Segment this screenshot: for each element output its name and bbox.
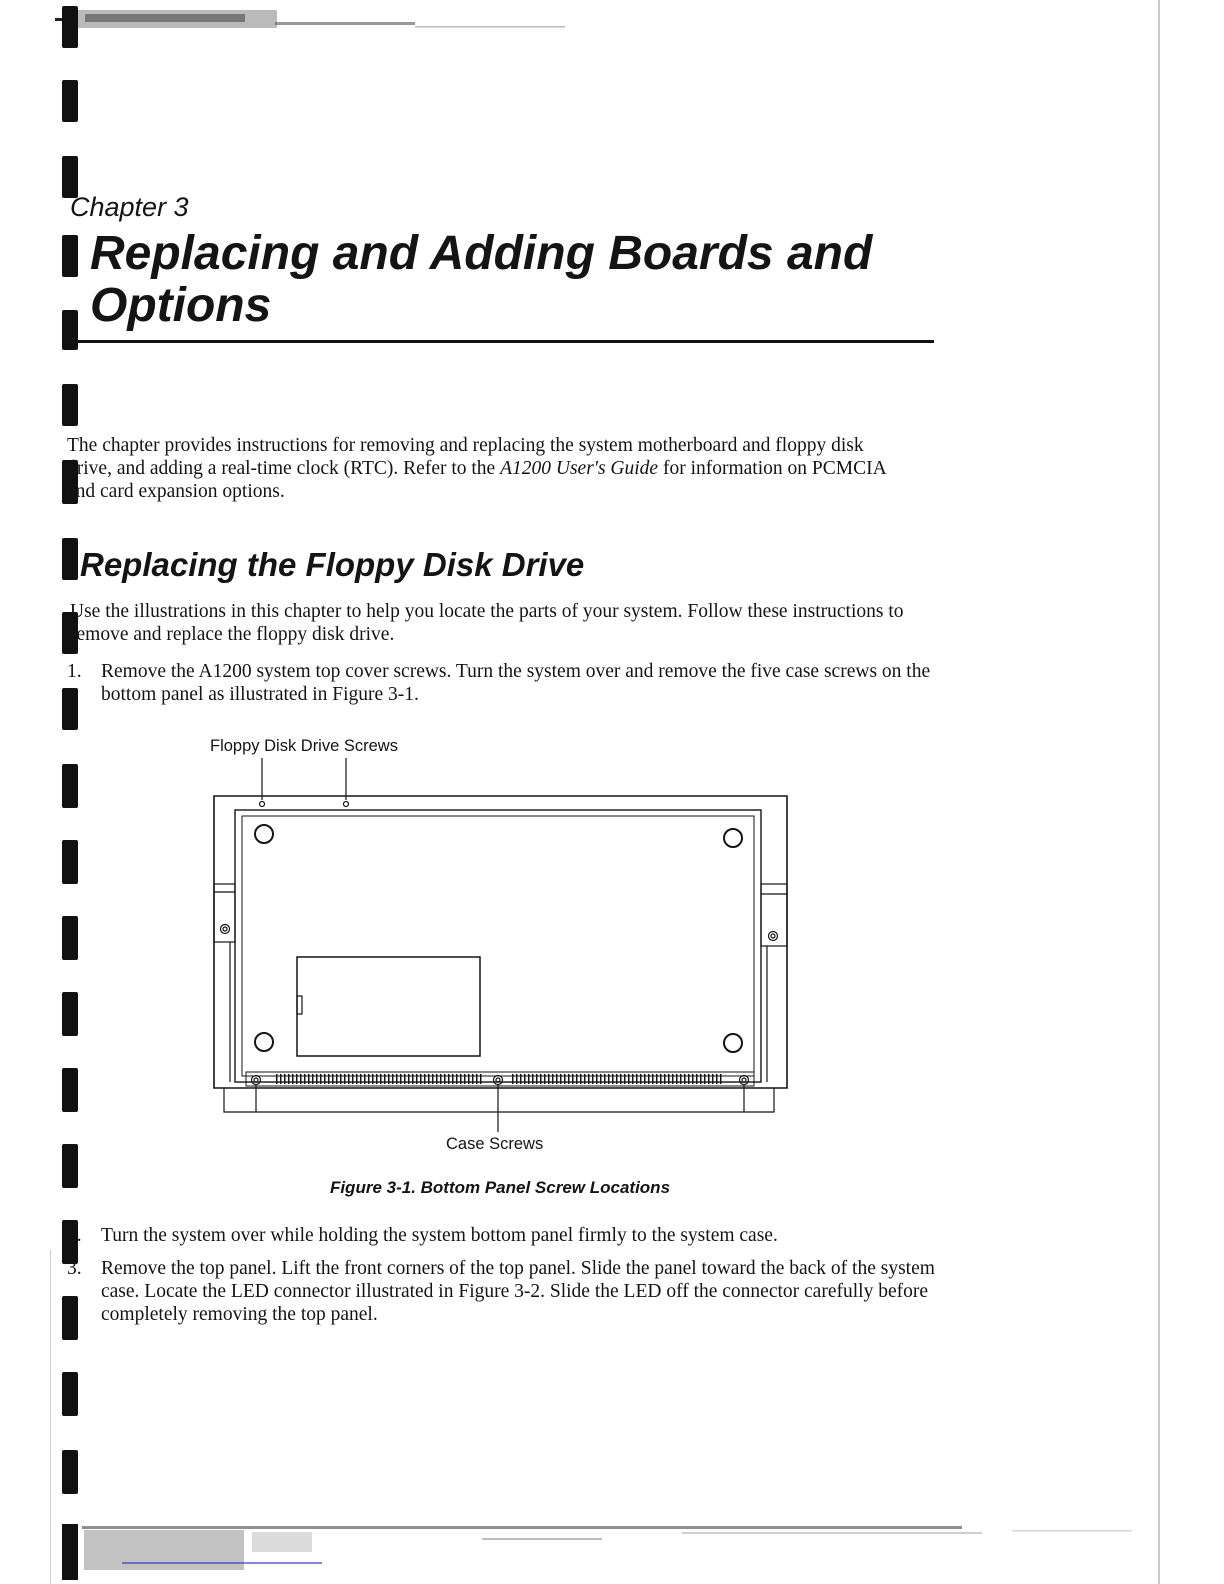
step-text: Remove the A1200 system top cover screws. Turn the system over and remove the five case screws on the bottom panel as illustrated in Figure 3-1. [101,661,931,705]
step-number: 3. [67,1258,82,1279]
scan-noise-top [55,4,575,34]
section-intro: Use the illustrations in this chapter to help you locate the parts of your system. Follow these instructions to remove and replace the floppy disk drive. [70,601,904,645]
step-number: 2. [67,1225,82,1246]
section-title: Replacing the Floppy Disk Drive [80,546,585,583]
binder-mark [62,1450,78,1494]
step-number: 1. [67,661,82,682]
chapter-label: Chapter 3 [70,192,189,222]
step-item [67,660,947,706]
binder-mark [62,384,78,426]
scan-left-edge [50,1250,51,1584]
intro-reference: A1200 User's Guide [500,458,659,479]
binder-mark [62,6,78,48]
title-rule [62,340,934,343]
binder-mark [62,310,78,350]
step-text: Remove the top panel. Lift the front corners of the top panel. Slide the panel toward the back of the system case. Locate the LED connector illustrated in Figure 3-2. Slide the LED off the connector carefully before completely removing the top panel. [101,1258,935,1325]
chapter-title: Replacing and Adding Boards and Options [90,227,873,332]
intro-text: The chapter provides instructions for removing and replacing the system motherboard and floppy disk drive, and adding a real-time clock (RTC). Refer to the [67,435,864,479]
figure-label-top: Floppy Disk Drive Screws [210,737,398,755]
figure-caption: Figure 3-1. Bottom Panel Screw Locations [329,1178,671,1197]
binder-mark [62,80,78,122]
step-item [67,1224,947,1247]
step-text: Turn the system over while holding the system bottom panel firmly to the system case. [101,1225,778,1246]
intro-tail: for information on PCMCIA and card expansion options. [67,458,886,502]
binder-mark [62,235,78,277]
binder-mark [62,1372,78,1416]
figure-label-bottom: Case Screws [446,1135,544,1153]
bottom-panel-diagram [0,730,1224,1160]
scan-noise-bottom [62,1524,1152,1580]
step-item [67,1257,947,1326]
intro-paragraph [67,434,897,503]
binder-mark [62,538,78,580]
